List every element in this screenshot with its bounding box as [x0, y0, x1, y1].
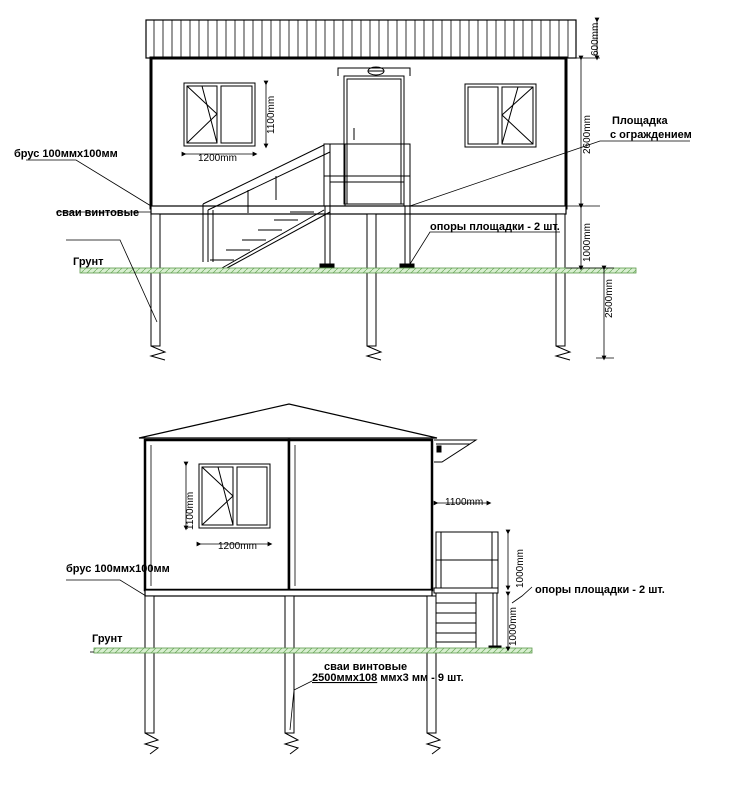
dim-window-height: 1100mm [266, 95, 277, 134]
side-elevation [66, 404, 665, 754]
side-platform [434, 532, 498, 593]
label-platform-line2: с ограждением [610, 129, 692, 141]
top-elevation [14, 20, 692, 360]
label-beam: брус 100ммх100мм [14, 148, 118, 160]
label-piles: сваи винтовые [56, 207, 140, 219]
screw-piles [151, 214, 570, 360]
dim-window-width: 1200mm [198, 153, 237, 164]
label-ground: Грунт [73, 256, 104, 268]
side-stairs [436, 593, 501, 649]
label-platform-supports: опоры площадки - 2 шт. [430, 221, 560, 233]
canopy [434, 440, 476, 462]
dim-railing-height: 1000mm [515, 549, 526, 588]
label-beam-side: брус 100ммх100мм [66, 563, 170, 575]
dim-stair-height: 1000mm [508, 607, 519, 646]
label-piles-size-underlined: 2500ммх108 [312, 672, 378, 684]
label-platform-supports-side: опоры площадки - 2 шт. [535, 584, 665, 596]
dim-side-offset: 1100mm [445, 497, 484, 508]
label-platform-line1: Площадка [612, 115, 668, 127]
label-piles-size-rest: ммх3 мм - 9 шт. [377, 672, 464, 684]
label-piles-side-line1: сваи винтовые [324, 661, 408, 673]
base-beam-side [145, 590, 432, 596]
dim-window-width-side: 1200mm [218, 541, 257, 552]
ground-line-side [94, 648, 532, 653]
gable-roof [139, 404, 437, 438]
module-right [289, 440, 432, 590]
roof-corrugated [146, 20, 576, 58]
dim-pile-length: 2500mm [604, 279, 615, 318]
label-ground-side: Грунт [92, 633, 123, 645]
dim-wall-height: 2600mm [582, 115, 593, 154]
dim-roof-height: 600mm [590, 22, 601, 56]
dim-window-height-side: 1100mm [185, 491, 196, 530]
dim-base-height: 1000mm [582, 223, 593, 262]
label-piles-side-line2 [312, 672, 464, 684]
cabin-wall [151, 58, 566, 208]
ground-line [80, 268, 636, 273]
